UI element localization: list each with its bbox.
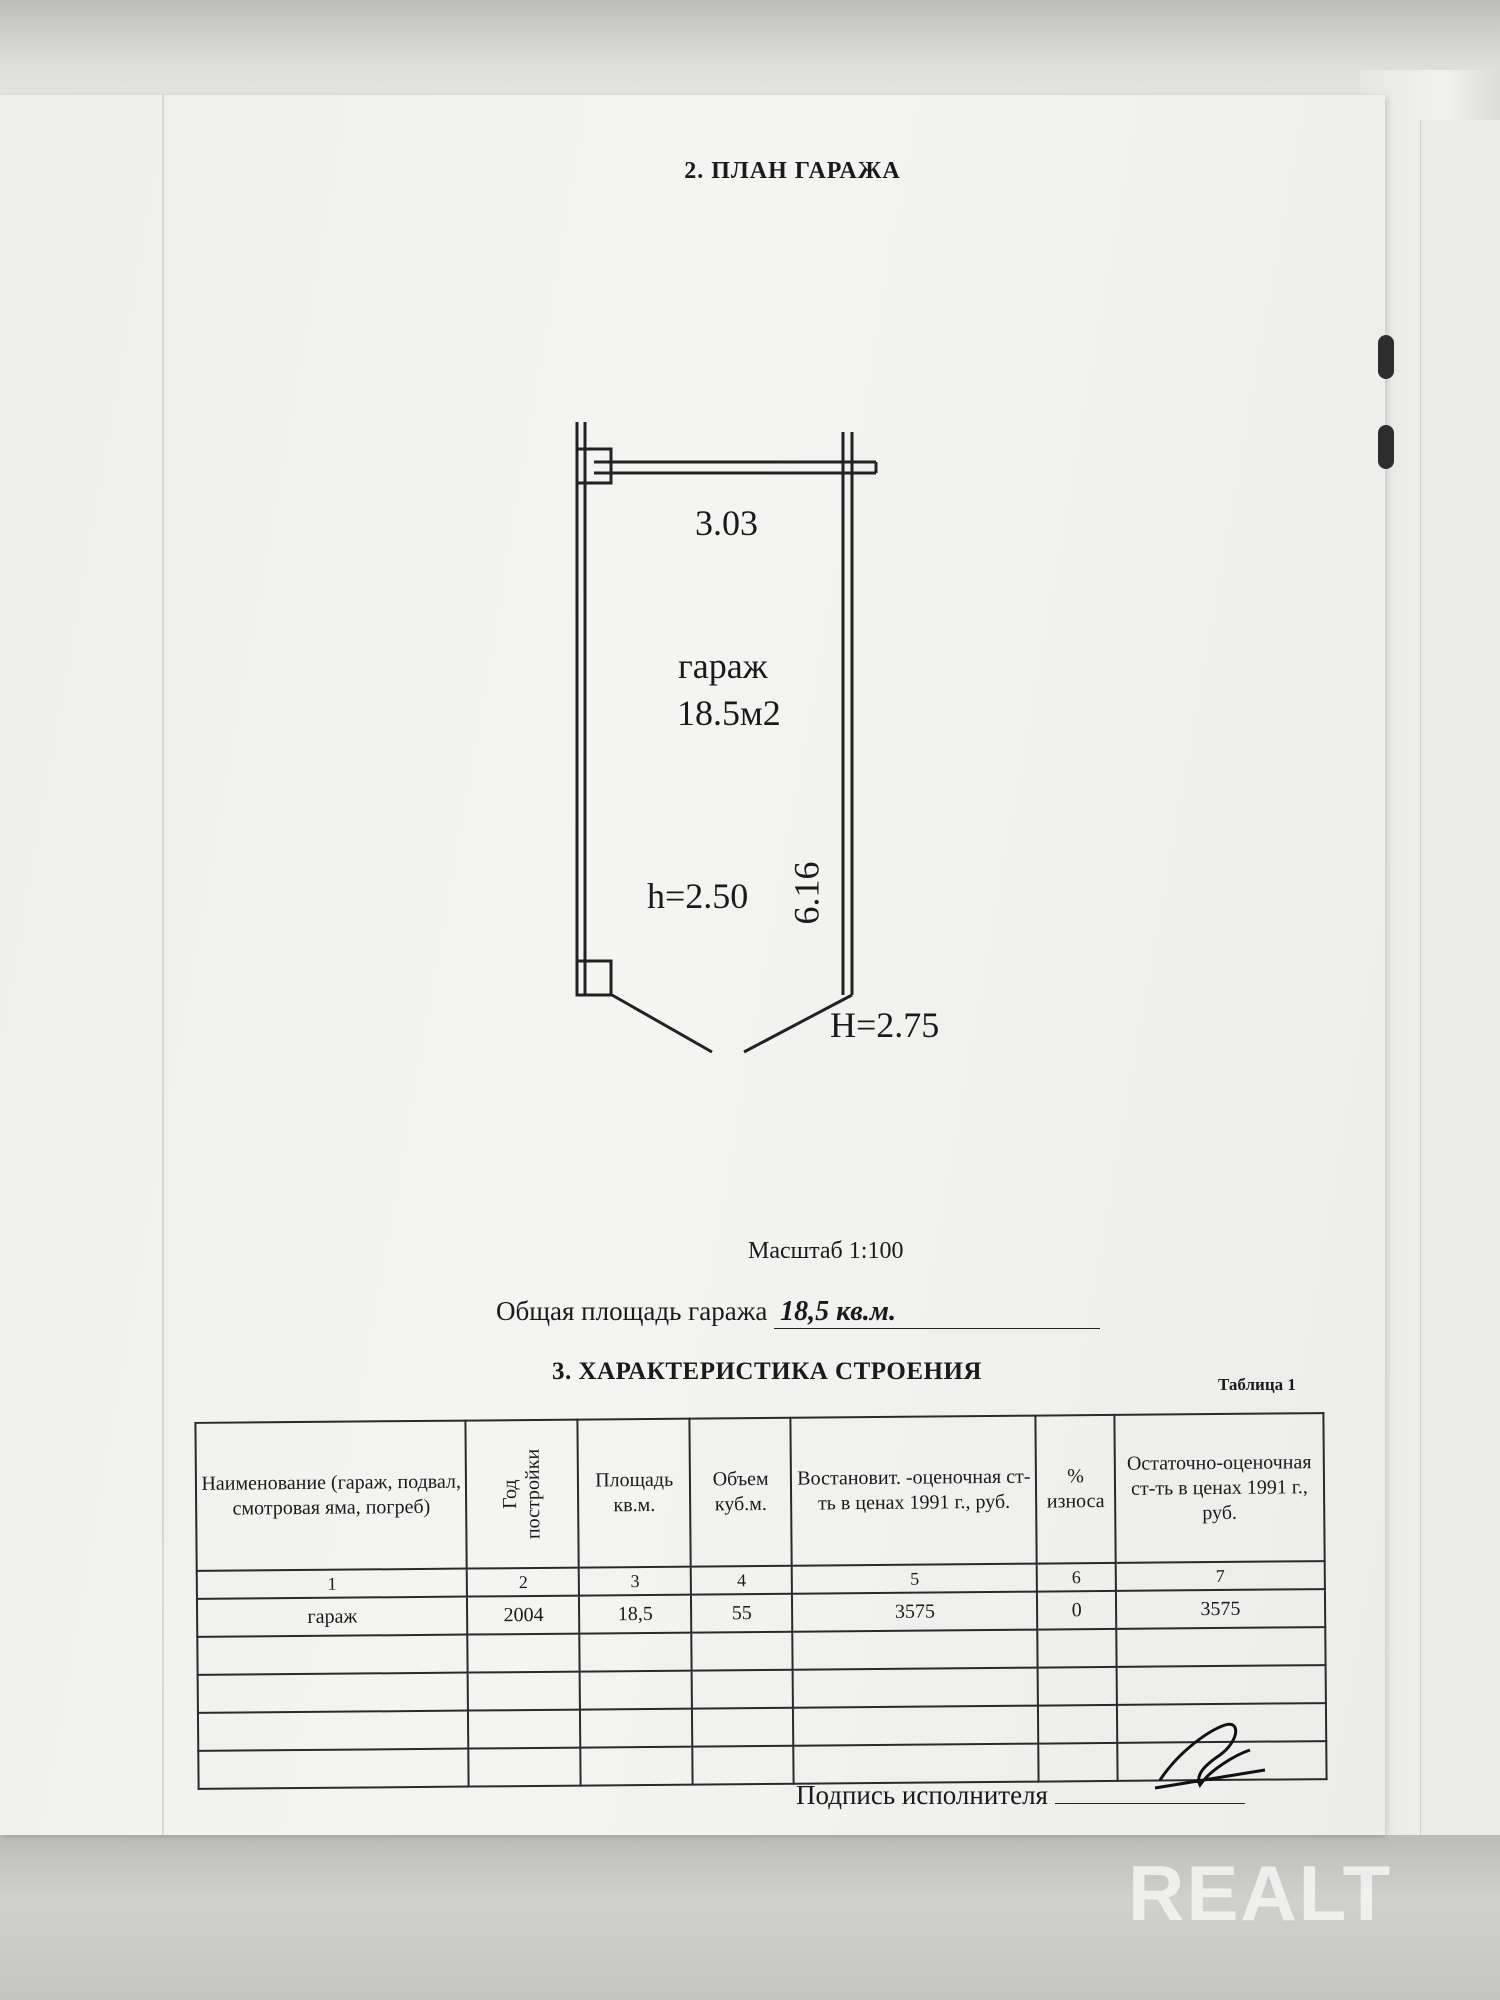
cell-wear: 0 — [1037, 1591, 1116, 1630]
realt-watermark — [1128, 1852, 1418, 1932]
plan-scale: Масштаб 1:100 — [748, 1238, 904, 1264]
column-number: 1 — [197, 1569, 468, 1599]
column-number: 5 — [792, 1564, 1037, 1594]
plan-room-name: гараж — [678, 646, 768, 686]
total-area-line — [496, 1296, 1100, 1329]
plan-title: 2. ПЛАН ГАРАЖА — [684, 158, 901, 184]
column-number: 7 — [1116, 1561, 1325, 1591]
column-number: 6 — [1037, 1563, 1116, 1592]
cell-year: 2004 — [467, 1596, 579, 1635]
header-year-text: Год постройки — [499, 1448, 545, 1539]
header-restoration-cost: Востановит. -оценочная ст-ть в ценах 1991 г., руб. — [791, 1416, 1037, 1566]
cell-volume: 55 — [691, 1594, 793, 1633]
cell-residual-cost: 3575 — [1116, 1589, 1325, 1629]
column-number: 2 — [467, 1568, 579, 1597]
column-number: 3 — [579, 1567, 691, 1596]
header-residual-cost: Остаточно-оценочная ст-ть в ценах 1991 г., руб. — [1114, 1413, 1324, 1563]
header-name: Наименование (гараж, подвал, смотровая яма, погреб) — [195, 1421, 467, 1571]
plan-length-dimension: 6.16 — [786, 861, 827, 925]
plan-outer-height: H=2.75 — [830, 1005, 940, 1045]
total-area-label: Общая площадь гаража — [496, 1296, 768, 1326]
plan-width-dimension: 3.03 — [695, 503, 758, 543]
header-volume: Объем куб.м. — [689, 1418, 792, 1567]
handwritten-signature — [1140, 1710, 1270, 1800]
cell-restoration-cost: 3575 — [792, 1592, 1037, 1632]
plan-gate-left-leaf — [612, 995, 712, 1052]
cell-area: 18,5 — [579, 1595, 691, 1634]
column-number: 4 — [691, 1566, 793, 1595]
header-year — [466, 1420, 579, 1569]
plan-column-bottom — [577, 961, 611, 995]
plan-room-area: 18.5м2 — [677, 693, 781, 733]
cell-name: гараж — [197, 1597, 468, 1637]
signature-label: Подпись исполнителя — [796, 1780, 1048, 1810]
plan-column-top — [577, 449, 611, 483]
header-wear: % износа — [1036, 1415, 1116, 1564]
watermark-text: REALT — [1128, 1852, 1393, 1932]
table-header-row — [195, 1413, 1324, 1571]
section-title: 3. ХАРАКТЕРИСТИКА СТРОЕНИЯ — [552, 1358, 982, 1385]
table-label: Таблица 1 — [1218, 1375, 1296, 1394]
plan-inner-height: h=2.50 — [647, 876, 749, 916]
header-area: Площадь кв.м. — [578, 1419, 691, 1568]
total-area-value: 18,5 кв.м. — [774, 1296, 1100, 1329]
